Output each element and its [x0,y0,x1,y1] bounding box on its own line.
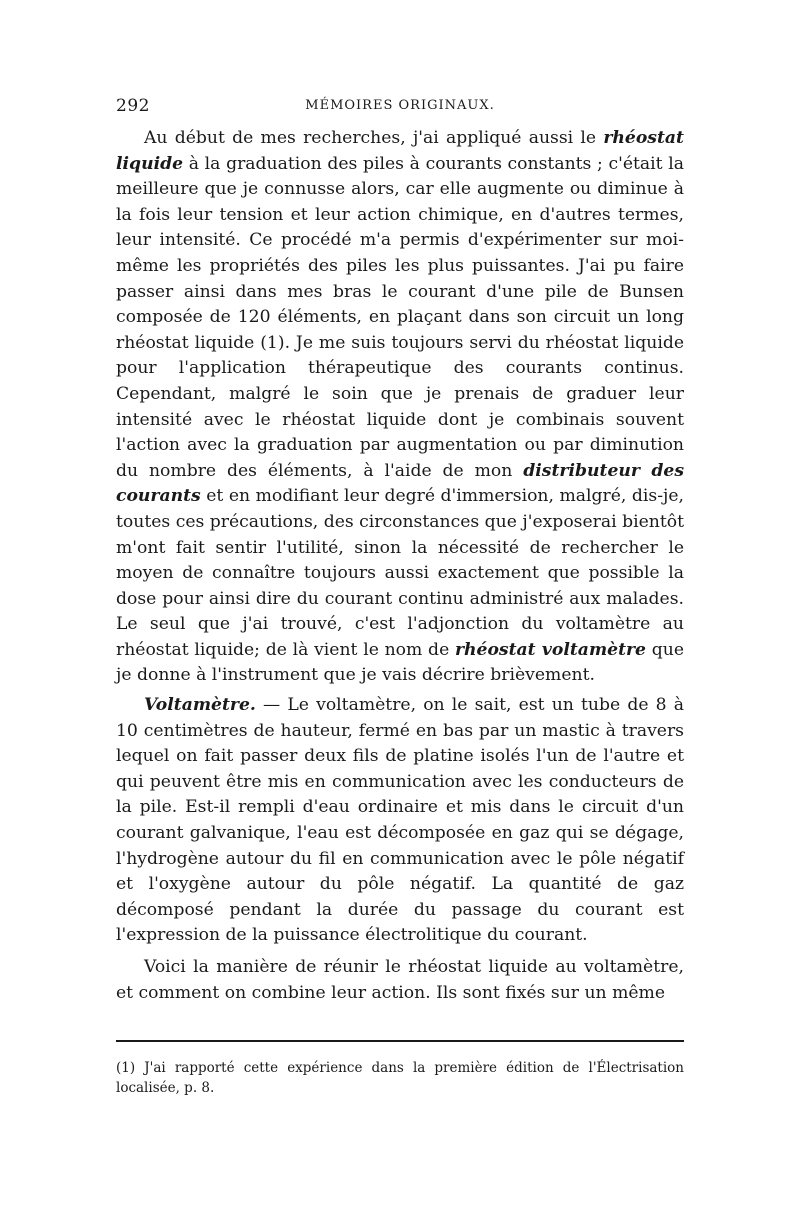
paragraph-text: Voici la manière de réunir le rhéostat liquide au voltamètre, et comment on combine leur action. Ils sont fixés sur un même [116,957,684,1003]
italic-term: distributeur des courants [116,460,684,507]
paragraph-voltametre [116,693,684,949]
footnote: (1) J'ai rapporté cette expérience dans la première édition de l'Électrisation localisée, p. 8. [116,1060,684,1097]
body-text [116,126,684,1006]
footnote-divider [116,1040,684,1042]
paragraph-text: — Le voltamètre, on le sait, est un tube de 8 à 10 centimètres de hauteur, fermé en bas par un mastic à travers lequel on fait passer deux fils de platine isolés l'un de l'autre et qui peuvent être mis en communication avec les conducteurs de la pile. Est-il rempli d'eau ordinaire et mis dans le circuit d'un courant galvanique, l'eau est décomposée en gaz qui se dégage, l'hydrogène autour du fil en communication avec le pôle négatif et l'oxygène autour du pôle négatif. La quantité de gaz décomposé pendant la durée du passage du courant est l'expression de la puissance électrolitique du courant. [116,695,684,946]
paragraph-reunion [116,955,684,1006]
paragraph-text: et en modifiant leur degré d'immersion, malgré, dis-je, toutes ces précautions, des circonstances que j'exposerai bientôt m'ont fait sentir l'utilité, sinon la nécessité de rechercher le moyen de connaître toujours aussi exactement que possible la dose pour ainsi dire du courant continu administré aux malades. Le seul que j'ai trouvé, c'est l'adjonction du voltamètre au rhéostat liquide; de là vient le nom de [116,486,684,660]
paragraph-text: Au début de mes recherches, j'ai appliqué aussi le [144,128,604,148]
running-head: MÉMOIRES ORIGINAUX. [305,98,495,113]
book-page [116,96,684,1098]
page-header [116,96,684,122]
paragraph-rheostat-liquide [116,126,684,689]
page-number: 292 [116,96,150,116]
paragraph-text: à la graduation des piles à courants constants ; c'était la meilleure que je connusse alors, car elle augmente ou diminue à la fois leur tension et leur action chimique, en d'autres termes, leur intensité. Ce procédé m'a permis d'expérimenter sur moi-même les propriétés des piles les plus puissantes. J'ai pu faire passer ainsi dans mes bras le courant d'une pile de Bunsen composée de 120 éléments, en plaçant dans son circuit un long rhéostat liquide (1). Je me suis toujours servi du rhéostat liquide pour l'application thérapeutique des courants continus. Cependant, malgré le soin que je prenais de graduer leur intensité avec le rhéostat liquide dont je combinais souvent l'action avec la graduation par augmentation ou par diminution du nombre des éléments, à l'aide de mon [116,153,684,481]
paragraph-text: que je donne à l'instrument que je vais décrire brièvement. [116,639,684,686]
italic-term: rhéostat voltamètre [454,639,646,660]
section-heading-italic: Voltamètre. [144,695,256,716]
italic-term: rhéostat liquide [116,128,684,174]
